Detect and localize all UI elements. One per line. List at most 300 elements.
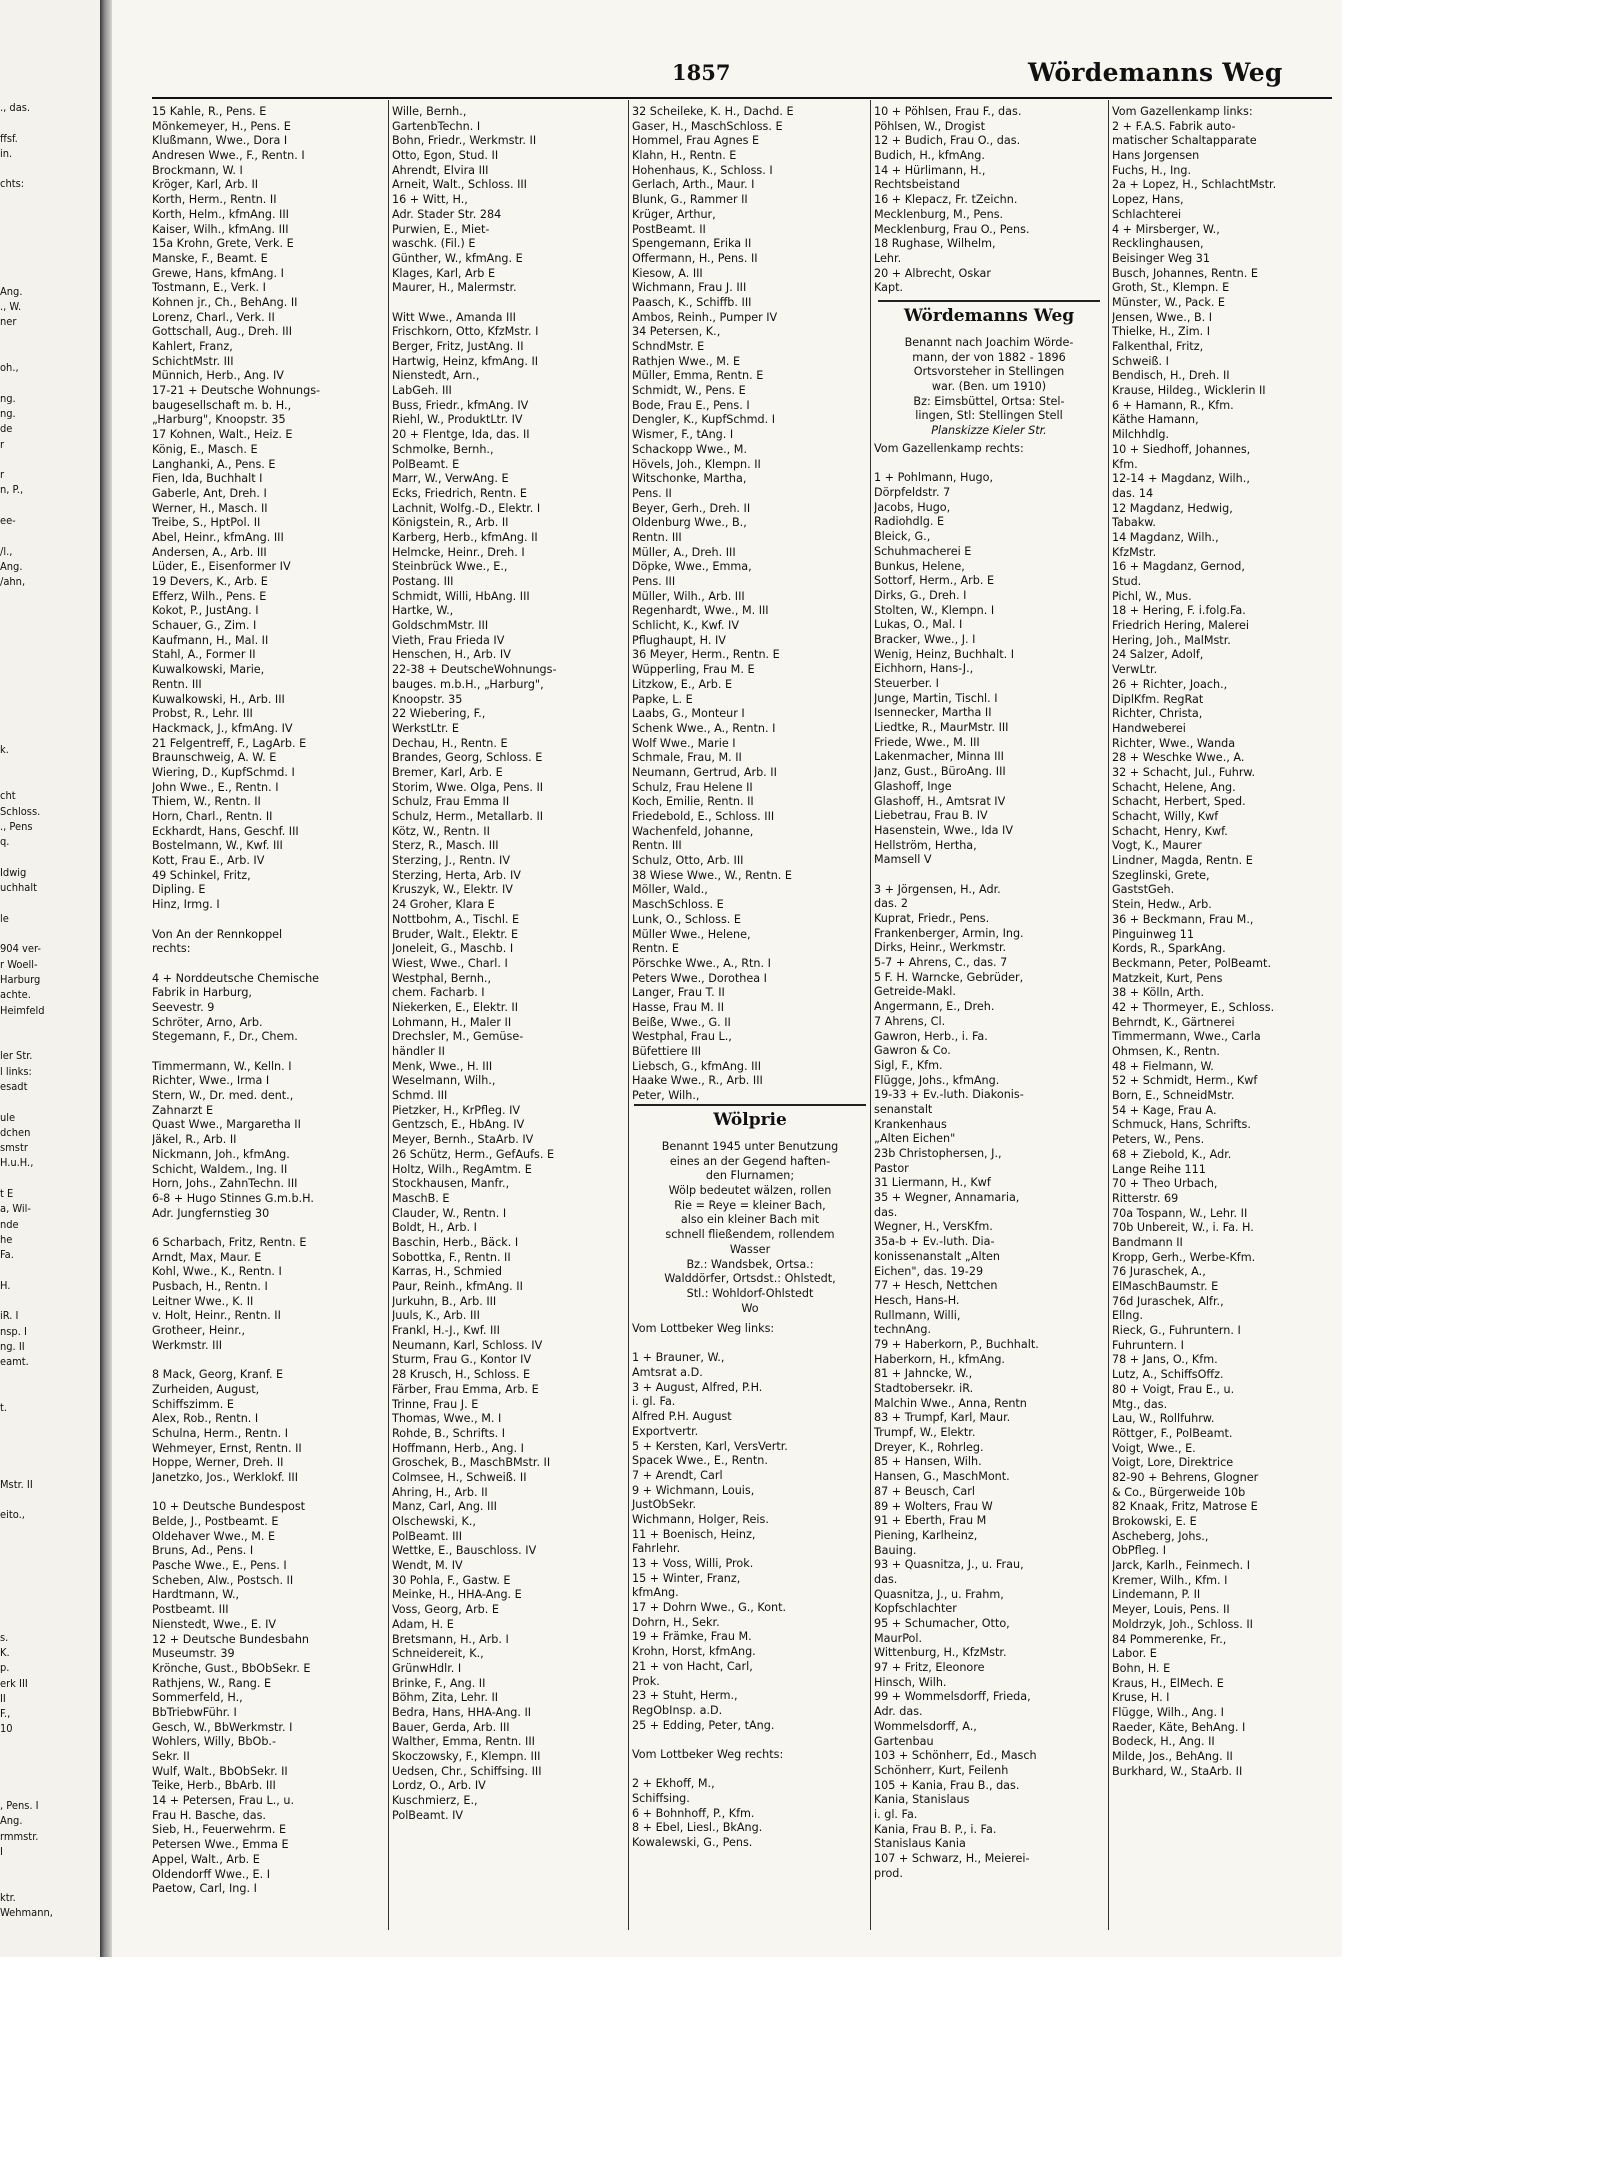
prev-page-line — [0, 329, 98, 344]
directory-entry: Schacht, Herbert, Sped. — [1112, 795, 1246, 809]
directory-entry: Kott, Frau E., Arb. IV — [152, 854, 265, 868]
prev-page-line: de — [0, 422, 13, 436]
directory-entry: 91 + Eberth, Frau M — [874, 1514, 987, 1528]
directory-entry: MaschB. E — [392, 1191, 450, 1205]
directory-entry: Beyer, Gerh., Dreh. II — [632, 501, 751, 515]
directory-entry: Treibe, S., HptPol. II — [152, 516, 261, 530]
directory-entry: Schulz, Otto, Arb. III — [632, 854, 744, 868]
prev-page-line: dchen — [0, 1125, 31, 1139]
directory-entry: Schlicht, K., Kwf. IV — [632, 619, 739, 633]
directory-entry: 107 + Schwarz, H., Meierei- — [874, 1852, 1030, 1865]
directory-entry: 23b Christophersen, J., — [874, 1147, 1002, 1160]
prev-page-line: he — [0, 1232, 13, 1246]
directory-entry: Adr. Jungfernstieg 30 — [152, 1206, 270, 1220]
directory-entry: 8 + Ebel, Liesl., BkAng. — [632, 1821, 763, 1835]
prev-page-line — [0, 115, 98, 130]
directory-entry: Oldehaver Wwe., M. E — [152, 1529, 276, 1543]
directory-entry: bauges. m.b.H., „Harburg", — [392, 677, 544, 691]
prev-page-line — [0, 1538, 98, 1553]
directory-entry: Steuerber. I — [874, 677, 939, 690]
directory-entry: Karras, H., Schmied — [392, 1265, 503, 1279]
directory-entry: Sterzing, J., Rentn. IV — [392, 854, 511, 868]
directory-entry: Stanislaus Kania — [874, 1837, 966, 1851]
directory-entry: konissenanstalt „Alten — [874, 1249, 1000, 1263]
directory-entry: Alex, Rob., Rentn. I — [152, 1412, 259, 1426]
prev-page-line: ktr. — [0, 1890, 16, 1904]
directory-entry — [874, 868, 1104, 883]
directory-entry: Belde, J., Postbeamt. E — [152, 1515, 279, 1528]
directory-entry: Bendisch, H., Dreh. II — [1112, 369, 1230, 383]
column-5-entries — [1112, 105, 1340, 1955]
directory-entry: Storim, Wwe. Olga, Pens. II — [392, 780, 544, 794]
directory-entry — [632, 1763, 868, 1778]
directory-entry: Trumpf, W., Elektr. — [874, 1426, 976, 1440]
directory-entry: SchndMstr. E — [632, 340, 705, 353]
directory-entry: Vogt, K., Maurer — [1112, 839, 1202, 853]
directory-entry: Sottorf, Herm., Arb. E — [874, 574, 995, 588]
directory-entry: Bruder, Walt., Elektr. E — [392, 927, 519, 941]
directory-entry: Bandmann II — [1112, 1235, 1183, 1249]
directory-entry — [152, 1486, 384, 1501]
directory-entry: Kopfschlachter — [874, 1602, 957, 1616]
prev-page-line: ., das. — [0, 101, 31, 114]
directory-entry: Rentn. III — [632, 530, 682, 544]
directory-entry: chem. Facharb. I — [392, 986, 485, 1000]
directory-entry: Kuwalkowski, H., Arb. III — [152, 692, 285, 706]
directory-entry: Burkhard, W., StaArb. II — [1112, 1764, 1243, 1778]
directory-entry: Krankenhaus — [874, 1117, 947, 1131]
directory-entry: 48 + Fielmann, W. — [1112, 1059, 1214, 1073]
directory-entry: Stein, Hedw., Arb. — [1112, 898, 1212, 912]
directory-entry: 24 Salzer, Adolf, — [1112, 648, 1204, 662]
directory-entry: Wismer, F., tAng. I — [632, 428, 734, 442]
directory-entry: Schulz, Herm., Metallarb. II — [392, 810, 544, 823]
directory-entry: Malchin Wwe., Anna, Rentn — [874, 1396, 1027, 1410]
directory-entry: 70b Unbereit, W., i. Fa. H. — [1112, 1221, 1254, 1235]
directory-entry: Neumann, Karl, Schloss. IV — [392, 1338, 543, 1352]
directory-entry: Grewe, Hans, kfmAng. I — [152, 266, 284, 280]
directory-entry: Peters, W., Pens. — [1112, 1133, 1205, 1147]
prev-page-line — [0, 375, 98, 390]
directory-entry: 7 + Arendt, Carl — [632, 1468, 723, 1482]
directory-entry: Rentn. III — [632, 839, 682, 853]
directory-entry: „Alten Eichen" — [874, 1132, 956, 1146]
directory-entry: Hesch, Hans-H. — [874, 1293, 960, 1307]
prev-page-line: in. — [0, 146, 13, 160]
prev-page-line: iR. I — [0, 1309, 19, 1323]
directory-entry: 76 Juraschek, A., — [1112, 1265, 1206, 1279]
prev-page-line — [0, 1094, 98, 1109]
directory-entry: Grotheer, Heinr., — [152, 1324, 246, 1338]
directory-entry: Pichl, W., Mus. — [1112, 589, 1192, 603]
directory-entry: Hinz, Irmg. I — [152, 898, 220, 912]
directory-entry: 15 Kahle, R., Pens. E — [152, 105, 267, 118]
directory-entry: Paur, Reinh., kfmAng. II — [392, 1280, 523, 1293]
directory-entry: 14 + Petersen, Frau L., u. — [152, 1794, 295, 1808]
directory-entry: Spengemann, Erika II — [632, 237, 752, 251]
directory-entry: Bretsmann, H., Arb. I — [392, 1632, 509, 1646]
prev-page-line: ., Pens — [0, 819, 33, 833]
prev-page-line: p. — [0, 1661, 10, 1675]
directory-entry: Bunkus, Helene, — [874, 559, 965, 573]
prev-page-line — [0, 1431, 98, 1446]
directory-entry: Lau, W., Rollfuhrw. — [1112, 1412, 1215, 1426]
directory-entry: Pflughaupt, H. IV — [632, 633, 726, 647]
directory-entry: 21 + von Hacht, Carl, — [632, 1659, 753, 1673]
description-line: Walddörfer, Ortsdst.: Ohlstedt, — [664, 1272, 836, 1286]
directory-entry: Schweiß. I — [1112, 354, 1169, 368]
directory-entry: Schmuck, Hans, Schrifts. — [1112, 1118, 1251, 1132]
directory-entry: Busch, Johannes, Rentn. E — [1112, 266, 1258, 280]
directory-entry: Kohl, Wwe., K., Rentn. I — [152, 1265, 282, 1279]
directory-entry: Hommel, Frau Agnes E — [632, 134, 760, 148]
directory-entry: das. 14 — [1112, 486, 1154, 500]
directory-entry: Pietzker, H., KrPfleg. IV — [392, 1103, 521, 1117]
page-number: 1857 — [672, 60, 731, 85]
directory-entry: WerkstLtr. E — [392, 721, 459, 735]
directory-entry: 17 Kohnen, Walt., Heiz. E — [152, 428, 293, 442]
directory-entry: Gerlach, Arth., Maur. I — [632, 178, 755, 192]
directory-entry: Wüpperling, Frau M. E — [632, 663, 755, 677]
prev-page-line — [0, 1599, 98, 1614]
directory-entry: Otto, Egon, Stud. II — [392, 149, 499, 163]
directory-entry: Jurkuhn, B., Arb. III — [392, 1294, 497, 1308]
directory-entry: Behrndt, K., Gärtnerei — [1112, 1015, 1235, 1029]
prev-page-line: nde — [0, 1217, 19, 1231]
directory-entry: & Co., Bürgerweide 10b — [1112, 1485, 1246, 1499]
directory-entry: Groth, St., Klempn. E — [1112, 281, 1230, 295]
prev-page-line — [0, 1859, 98, 1874]
directory-entry: Wolf Wwe., Marie I — [632, 736, 736, 750]
directory-entry: Richter, Wwe., Wanda — [1112, 736, 1236, 750]
directory-entry: BbTriebwFühr. I — [152, 1705, 237, 1719]
section-rule — [634, 1104, 866, 1106]
directory-entry: 32 Scheileke, K. H., Dachd. E — [632, 105, 794, 118]
directory-entry: Kuwalkowski, Marie, — [152, 663, 265, 677]
directory-entry: Müller, Emma, Rentn. E — [632, 369, 764, 383]
directory-entry: Richter, Christa, — [1112, 707, 1203, 721]
directory-entry: Mecklenburg, M., Pens. — [874, 207, 1004, 221]
directory-entry: Schmidt, W., Pens. E — [632, 384, 746, 398]
directory-entry: Probst, R., Lehr. III — [152, 707, 253, 721]
directory-entry: Tostmann, E., Verk. I — [152, 281, 266, 295]
directory-entry: 11 + Boenisch, Heinz, — [632, 1527, 756, 1541]
column-3-entries — [632, 105, 868, 1105]
directory-entry: Müller, Wilh., Arb. III — [632, 589, 745, 603]
header-rule — [152, 97, 1332, 99]
prev-page-line — [0, 1446, 98, 1461]
directory-entry: Hohenhaus, K., Schloss. I — [632, 163, 773, 177]
directory-entry: Bohn, H. E — [1112, 1661, 1171, 1675]
directory-entry: Vom Lottbeker Weg rechts: — [632, 1747, 784, 1761]
directory-entry: Liebetrau, Frau B. IV — [874, 809, 988, 823]
prev-page-line: ng. II — [0, 1340, 25, 1354]
directory-entry: Fuchs, H., Ing. — [1112, 163, 1192, 177]
directory-entry: Fabrik in Harburg, — [152, 986, 252, 1000]
directory-entry: Frankenberger, Armin, Ing. — [874, 926, 1024, 940]
street-description — [632, 1140, 868, 1316]
directory-entry: Lorenz, Charl., Verk. II — [152, 310, 275, 324]
directory-entry: Bohn, Friedr., Werkmstr. II — [392, 134, 537, 148]
directory-entry: Amtsrat a.D. — [632, 1366, 703, 1380]
directory-entry: 16 + Klepacz, Fr. tZeichn. — [874, 193, 1018, 207]
directory-entry: Jacobs, Hugo, — [874, 500, 951, 514]
directory-entry: Liebsch, G., kfmAng. III — [632, 1059, 762, 1073]
directory-entry: 8 Mack, Georg, Kranf. E — [152, 1368, 284, 1382]
directory-entry: Bruns, Ad., Pens. I — [152, 1544, 254, 1558]
column-divider — [1108, 100, 1109, 1930]
directory-entry: Stadtobersekr. iR. — [874, 1382, 974, 1395]
directory-entry: 14 + Hürlimann, H., — [874, 163, 986, 177]
prev-page-line: ler Str. — [0, 1049, 33, 1063]
directory-entry: 2 + Ekhoff, M., — [632, 1777, 715, 1791]
directory-entry: Hasse, Frau M. II — [632, 1000, 725, 1014]
directory-entry: Tabakw. — [1112, 516, 1156, 530]
directory-entry: Schackopp Wwe., M. — [632, 442, 748, 456]
directory-entry: 97 + Fritz, Eleonore — [874, 1661, 985, 1675]
directory-entry: Wille, Bernh., — [392, 105, 467, 118]
prev-page-line: erk III — [0, 1676, 28, 1690]
street-description — [874, 336, 1104, 439]
directory-entry: 26 + Richter, Joach., — [1112, 677, 1228, 691]
directory-entry: Stahl, A., Former II — [152, 648, 256, 662]
directory-entry: Pastor — [874, 1161, 909, 1175]
directory-entry: Adam, H. E — [392, 1617, 454, 1631]
directory-entry: Klages, Karl, Arb E — [392, 266, 496, 280]
directory-entry: Werkmstr. III — [152, 1338, 223, 1352]
section-title-woelprie: Wölprie — [713, 1110, 787, 1130]
directory-entry: Vom Gazellenkamp rechts: — [874, 442, 1024, 455]
directory-entry: LabGeh. III — [392, 384, 452, 398]
directory-entry: Hackmack, J., kfmAng. IV — [152, 721, 293, 735]
directory-entry: Efferz, Wilh., Pens. E — [152, 589, 267, 603]
column-3-entries-b — [632, 1322, 868, 1851]
previous-page-edge — [0, 100, 98, 1920]
prev-page-line — [0, 498, 98, 513]
directory-entry: Voigt, Lore, Direktrice — [1112, 1456, 1234, 1470]
directory-entry: Wohlers, Willy, BbOb.- — [152, 1735, 277, 1749]
directory-entry: Milchhdlg. — [1112, 428, 1170, 442]
directory-entry: KfzMstr. — [1112, 545, 1157, 559]
directory-entry: Koch, Emilie, Rentn. II — [632, 795, 754, 809]
directory-entry: Frau H. Basche, das. — [152, 1808, 266, 1822]
directory-entry: Käthe Hamann, — [1112, 413, 1199, 427]
directory-entry: Sommerfeld, H., — [152, 1691, 243, 1705]
directory-entry: Dirks, G., Dreh. I — [874, 588, 967, 602]
directory-entry: Szeglinski, Grete, — [1112, 868, 1210, 882]
prev-page-line: ffsf. — [0, 131, 18, 145]
directory-entry: Ahrendt, Elvira III — [392, 163, 489, 177]
prev-page-line — [0, 345, 98, 360]
directory-entry: 24 Groher, Klara E — [392, 898, 495, 912]
prev-page-line — [0, 192, 98, 207]
directory-entry: Lindner, Magda, Rentn. E — [1112, 854, 1253, 868]
directory-entry: Paetow, Carl, Ing. I — [152, 1882, 257, 1896]
prev-page-line: ng. — [0, 391, 16, 405]
directory-entry: Wichmann, Frau J. III — [632, 281, 747, 295]
directory-entry: Bleick, G., — [874, 530, 931, 544]
prev-page-line — [0, 773, 98, 788]
directory-entry: 93 + Quasnitza, J., u. Frau, — [874, 1558, 1024, 1572]
directory-entry: Münnich, Herb., Ang. IV — [152, 369, 284, 383]
directory-entry: Gesch, W., BbWerkmstr. I — [152, 1720, 293, 1734]
directory-entry: baugesellschaft m. b. H., — [152, 398, 292, 412]
directory-entry: Brokowski, E. E — [1112, 1515, 1197, 1528]
directory-entry: das. 2 — [874, 897, 909, 911]
directory-entry: Brinke, F., Ang. II — [392, 1676, 486, 1690]
directory-entry: Steinbrück Wwe., E., — [392, 560, 508, 574]
directory-entry: Witt Wwe., Amanda III — [392, 310, 516, 324]
directory-entry: Königstein, R., Arb. II — [392, 516, 509, 530]
directory-entry: 14 Magdanz, Wilh., — [1112, 530, 1219, 544]
directory-entry: Kaufmann, H., Mal. II — [152, 633, 269, 647]
directory-entry: 10 + Deutsche Bundespost — [152, 1500, 306, 1514]
directory-entry: Skoczowsky, F., Klempn. III — [392, 1750, 541, 1763]
directory-entry: Meyer, Bernh., StaArb. IV — [392, 1133, 534, 1147]
prev-page-line: Mstr. II — [0, 1477, 33, 1491]
directory-entry — [152, 913, 384, 928]
directory-entry: Vom Gazellenkamp links: — [1112, 105, 1253, 118]
directory-entry — [152, 1045, 384, 1060]
directory-entry: Kohnen jr., Ch., BehAng. II — [152, 295, 298, 309]
directory-entry: Thielke, H., Zim. I — [1112, 325, 1211, 339]
directory-entry: Dipling. E — [152, 883, 206, 897]
directory-entry: Postang. III — [392, 575, 454, 588]
directory-entry: Voss, Georg, Arb. E — [392, 1603, 499, 1617]
directory-entry: Schacht, Henry, Kwf. — [1112, 824, 1228, 838]
directory-entry: das. — [874, 1205, 898, 1219]
directory-entry: Pens. II — [632, 486, 672, 500]
prev-page-line: 10 — [0, 1722, 13, 1736]
prev-page-line — [0, 697, 98, 712]
directory-entry: Stockhausen, Manfr., — [392, 1177, 510, 1191]
directory-entry: Bedra, Hans, HHA-Ang. II — [392, 1705, 532, 1719]
directory-entry: Born, E., SchneidMstr. — [1112, 1089, 1235, 1103]
prev-page-line — [0, 1553, 98, 1568]
directory-entry: Ascheberg, Johs., — [1112, 1529, 1209, 1543]
directory-entry: Kuschmierz, E., — [392, 1794, 478, 1808]
directory-entry: Adr. das. — [874, 1705, 923, 1719]
directory-entry: 35a-b + Ev.-luth. Dia- — [874, 1235, 995, 1249]
directory-entry: Döpke, Wwe., Emma, — [632, 560, 752, 574]
description-line: Planskizze Kieler Str. — [931, 424, 1047, 438]
directory-entry: Lachnit, Wolfg.-D., Elektr. I — [392, 501, 541, 515]
directory-entry: Blunk, G., Rammer II — [632, 193, 748, 207]
directory-entry: Dirks, Heinr., Werkmstr. — [874, 941, 1007, 955]
description-line: eines an der Gegend haften- — [669, 1154, 831, 1168]
directory-entry: Uedsen, Chr., Schiffsing. III — [392, 1764, 542, 1778]
directory-entry — [152, 957, 384, 972]
directory-entry: Frischkorn, Otto, KfzMstr. I — [392, 325, 539, 339]
directory-entry: Sobottka, F., Rentn. II — [392, 1250, 511, 1264]
prev-page-line — [0, 1523, 98, 1538]
directory-entry: Klußmann, Wwe., Dora I — [152, 134, 288, 148]
directory-entry: Pusbach, H., Rentn. I — [152, 1280, 268, 1293]
prev-page-line: q. — [0, 835, 10, 849]
directory-entry: Ohmsen, K., Rentn. — [1112, 1045, 1220, 1058]
directory-entry: 5 F. H. Warncke, Gebrüder, — [874, 970, 1024, 984]
prev-page-line — [0, 651, 98, 666]
directory-entry: Manske, F., Beamt. E — [152, 251, 268, 265]
directory-entry: 10 + Siedhoff, Johannes, — [1112, 442, 1251, 456]
prev-page-line: ., W. — [0, 299, 22, 313]
prev-page-line: , Pens. I — [0, 1798, 39, 1812]
directory-entry: Janetzko, Jos., Werklokf. III — [152, 1470, 298, 1484]
directory-entry: Schauer, G., Zim. I — [152, 619, 257, 633]
directory-entry: Hansen, G., MaschMont. — [874, 1470, 1010, 1484]
directory-entry: Ambos, Reinh., Pumper IV — [632, 310, 778, 324]
directory-entry: Dohrn, H., Sekr. — [632, 1615, 720, 1629]
directory-entry: Henschen, H., Arb. IV — [392, 648, 511, 662]
directory-entry: 23 + Stuht, Herm., — [632, 1689, 738, 1703]
directory-entry: Jarck, Karlh., Feinmech. I — [1112, 1559, 1251, 1573]
directory-entry: 19 Devers, K., Arb. E — [152, 575, 268, 588]
directory-entry: 12-14 + Magdanz, Wilh., — [1112, 472, 1250, 486]
directory-entry: Kania, Stanislaus — [874, 1793, 970, 1807]
directory-entry: JustObSekr. — [632, 1498, 697, 1512]
directory-entry: Pasche Wwe., E., Pens. I — [152, 1559, 287, 1573]
description-line: Benannt 1945 unter Benutzung — [661, 1140, 839, 1153]
directory-entry: Museumstr. 39 — [152, 1647, 235, 1661]
prev-page-line: achte. — [0, 988, 31, 1002]
prev-page-line: rmmstr. — [0, 1829, 39, 1843]
directory-entry: 35 + Wegner, Annamaria, — [874, 1191, 1020, 1205]
description-line: Benannt nach Joachim Wörde- — [904, 336, 1074, 349]
prev-page-line — [0, 1737, 98, 1752]
directory-entry: Lunk, O., Schloss. E — [632, 912, 741, 926]
directory-entry: Schlachterei — [1112, 207, 1182, 221]
directory-entry: Fahrlehr. — [632, 1542, 681, 1556]
directory-entry: 70 + Theo Urbach, — [1112, 1177, 1218, 1191]
directory-entry: Günther, W., kfmAng. E — [392, 251, 523, 265]
directory-entry: Schmidt, Willi, HbAng. III — [392, 589, 530, 603]
directory-entry: Wittenburg, H., KfzMstr. — [874, 1646, 1007, 1660]
directory-entry: händler II — [392, 1045, 445, 1058]
directory-entry: Dörpfeldstr. 7 — [874, 486, 951, 500]
directory-entry: Drechsler, M., Gemüse- — [392, 1030, 524, 1044]
directory-entry: Papke, L. E — [632, 692, 693, 706]
directory-entry: Lopez, Hans, — [1112, 193, 1184, 207]
description-line: war. (Ben. um 1910) — [931, 380, 1047, 394]
prev-page-line — [0, 1018, 98, 1033]
prev-page-line: l links: — [0, 1064, 32, 1078]
directory-entry: Korth, Herm., Rentn. II — [152, 193, 277, 207]
directory-entry: Bremer, Karl, Arb. E — [392, 765, 503, 779]
directory-entry: GaststGeh. — [1112, 883, 1175, 897]
directory-entry: 30 Pohla, F., Gastw. E — [392, 1573, 511, 1587]
directory-entry: Petersen Wwe., Emma E — [152, 1838, 289, 1852]
directory-entry: Neumann, Gertrud, Arb. II — [632, 765, 777, 779]
directory-entry: Gartenbau — [874, 1734, 934, 1748]
directory-entry: 19 + Främke, Frau M. — [632, 1630, 752, 1644]
directory-entry: Scheben, Alw., Postsch. II — [152, 1573, 294, 1587]
directory-entry: 70a Tospann, W., Lehr. II — [1112, 1206, 1248, 1220]
directory-entry: Leitner Wwe., K. II — [152, 1294, 254, 1308]
directory-entry: 87 + Beusch, Carl — [874, 1484, 975, 1498]
directory-entry: 49 Schinkel, Fritz, — [152, 868, 251, 882]
directory-entry: Alfred P.H. August — [632, 1410, 732, 1424]
prev-page-line: Ang. — [0, 284, 23, 298]
prev-page-line: uchhalt — [0, 881, 37, 895]
book-gutter — [100, 0, 112, 1957]
directory-entry — [632, 1733, 868, 1748]
prev-page-line: F., — [0, 1707, 11, 1721]
directory-entry: Eichen", das. 19-29 — [874, 1264, 984, 1278]
directory-entry: Ellng. — [1112, 1309, 1144, 1323]
directory-entry — [152, 1221, 384, 1236]
column-divider — [388, 100, 389, 1930]
prev-page-line — [0, 727, 98, 742]
